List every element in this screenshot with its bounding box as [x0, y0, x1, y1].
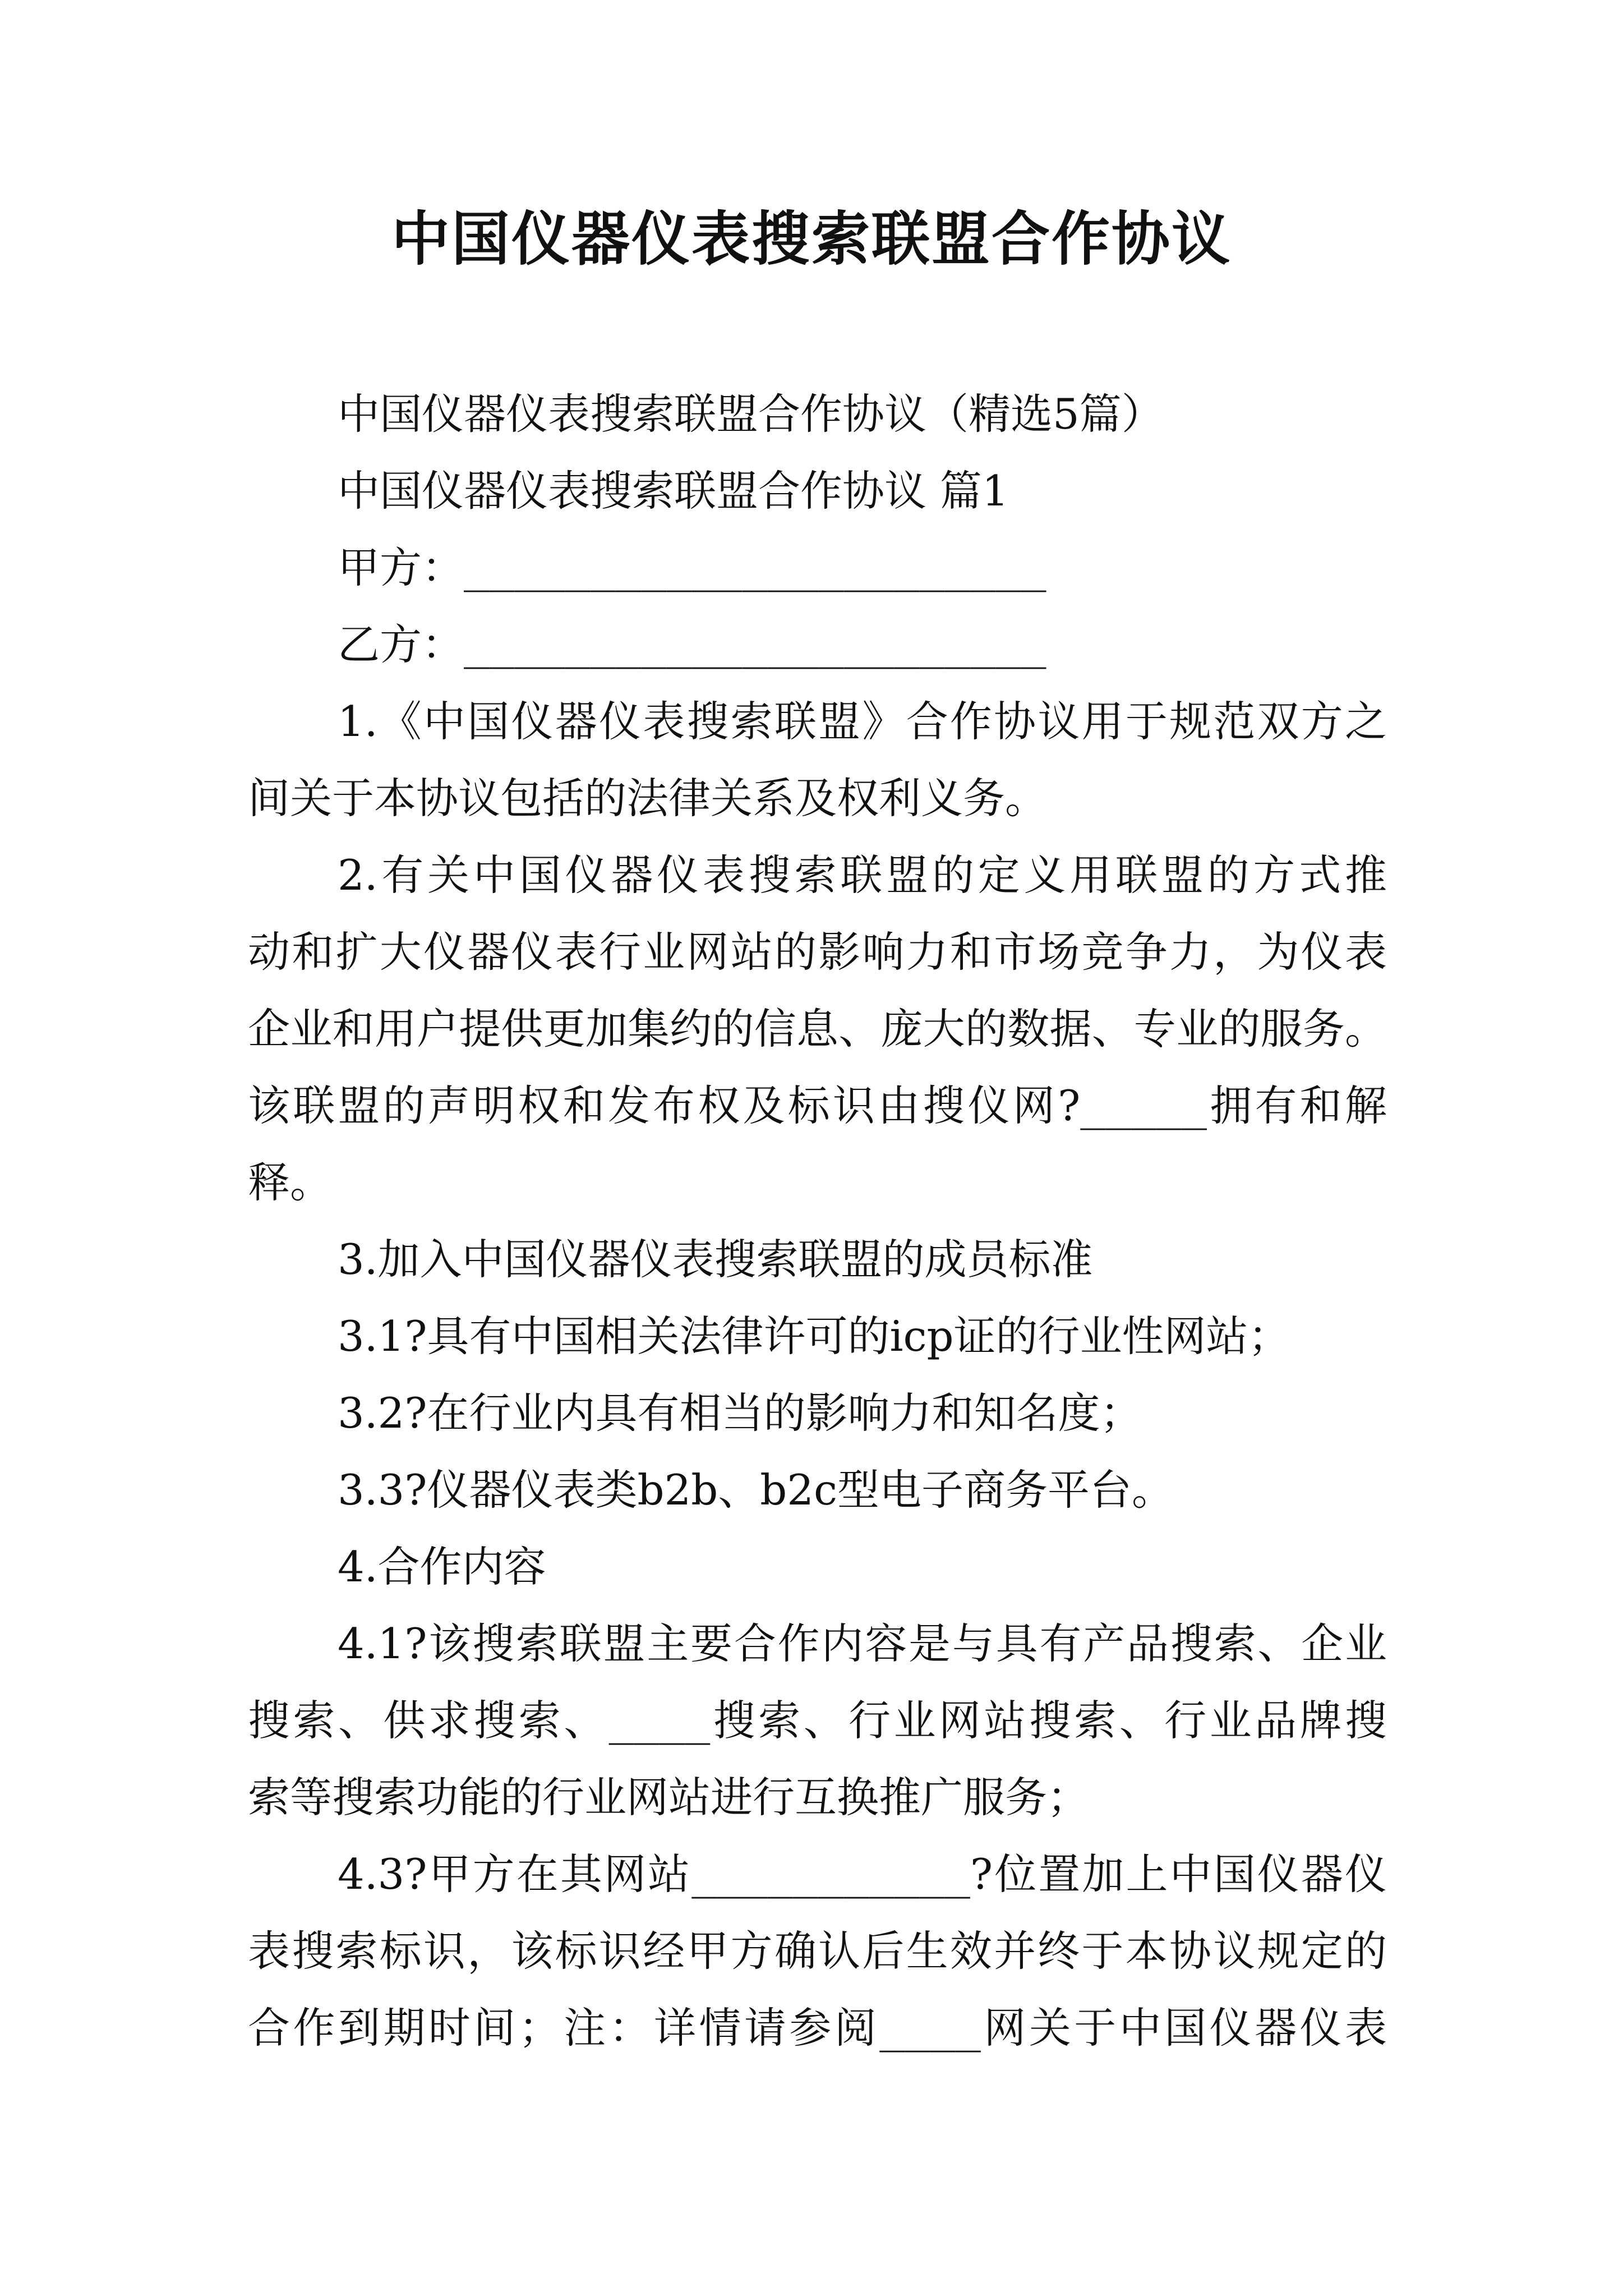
line-text: 4.3?甲方在其网站	[338, 1849, 692, 1899]
fill-in-blank: _____	[1080, 1081, 1207, 1130]
paragraph-line	[248, 606, 1387, 683]
fill-in-blank: ____	[879, 2003, 981, 2053]
paragraph-line	[248, 1990, 1387, 2067]
party-b-label: 乙方：	[338, 620, 464, 669]
document-title: 中国仪器仪表搜索联盟合作协议	[391, 204, 1232, 273]
paragraph-line: 释。	[248, 1158, 333, 1207]
party-b-field	[248, 606, 1387, 683]
paragraph-line: 4.1?该搜索联盟主要合作内容是与具有产品搜索、企业	[338, 1619, 1387, 1668]
paragraph-clause-3-1	[248, 1298, 1387, 1375]
line-text: 搜索、供求搜索、	[248, 1696, 609, 1745]
line-text: 该联盟的声明权和发布权及标识由搜仪网?	[248, 1081, 1081, 1130]
party-a-label: 甲方：	[338, 543, 464, 592]
paragraph-line	[248, 1068, 1387, 1144]
paragraph-line: 索等搜索功能的行业网站进行互换推广服务；	[248, 1773, 1090, 1822]
paragraph-line: 3.1?具有中国相关法律许可的icp证的行业性网站；	[338, 1312, 1290, 1361]
paragraph-clause-2	[248, 837, 1387, 1221]
line-text: 拥有和解	[1207, 1081, 1387, 1130]
paragraph-line	[248, 530, 1387, 606]
party-b-blank: _______________________	[464, 620, 1046, 669]
line-text: ?位置加上中国仪器仪	[970, 1849, 1387, 1899]
paragraph-line: 1.《中国仪器仪表搜索联盟》合作协议用于规范双方之	[338, 697, 1387, 746]
paragraph-clause-3-2	[248, 1375, 1387, 1452]
party-a-blank: _______________________	[464, 543, 1046, 592]
paragraph-line: 企业和用户提供更加集约的信息、庞大的数据、专业的服务。	[248, 1004, 1387, 1053]
paragraph-line	[248, 1836, 1387, 1913]
paragraph-line: 中国仪器仪表搜索联盟合作协议（精选5篇）	[338, 389, 1164, 439]
paragraph-clause-3-3	[248, 1452, 1387, 1529]
line-text: 合作到期时间；注：详情请参阅	[248, 2003, 880, 2053]
paragraph-clause-1	[248, 683, 1387, 837]
paragraph-line: 3.3?仪器仪表类b2b、b2c型电子商务平台。	[338, 1465, 1174, 1515]
paragraph-line: 间关于本协议包括的法律关系及权利义务。	[248, 774, 1048, 823]
party-a-field	[248, 530, 1387, 606]
paragraph-section-heading	[248, 453, 1387, 530]
fill-in-blank: ___________	[691, 1849, 970, 1899]
paragraph-line: 4.合作内容	[338, 1542, 546, 1591]
paragraph-clause-3	[248, 1221, 1387, 1298]
paragraph-clause-4	[248, 1529, 1387, 1605]
line-text: 网关于中国仪器仪表	[980, 2003, 1387, 2053]
paragraph-subtitle	[248, 376, 1387, 453]
fill-in-blank: ____	[608, 1696, 711, 1745]
paragraph-line: 动和扩大仪器仪表行业网站的影响力和市场竞争力，为仪表	[248, 927, 1387, 977]
line-text: 搜索、行业网站搜索、行业品牌搜	[710, 1696, 1387, 1745]
paragraph-clause-4-3	[248, 1836, 1387, 2067]
paragraph-line	[248, 1682, 1387, 1759]
paragraph-line: 2.有关中国仪器仪表搜索联盟的定义用联盟的方式推	[338, 850, 1387, 900]
paragraph-clause-4-1	[248, 1605, 1387, 1836]
document-body	[248, 376, 1387, 2067]
paragraph-line: 3.加入中国仪器仪表搜索联盟的成员标准	[338, 1235, 1093, 1284]
paragraph-line: 3.2?在行业内具有相当的影响力和知名度；	[338, 1388, 1142, 1438]
paragraph-line: 表搜索标识，该标识经甲方确认后生效并终于本协议规定的	[248, 1926, 1387, 1976]
paragraph-line: 中国仪器仪表搜索联盟合作协议 篇1	[338, 466, 1009, 516]
